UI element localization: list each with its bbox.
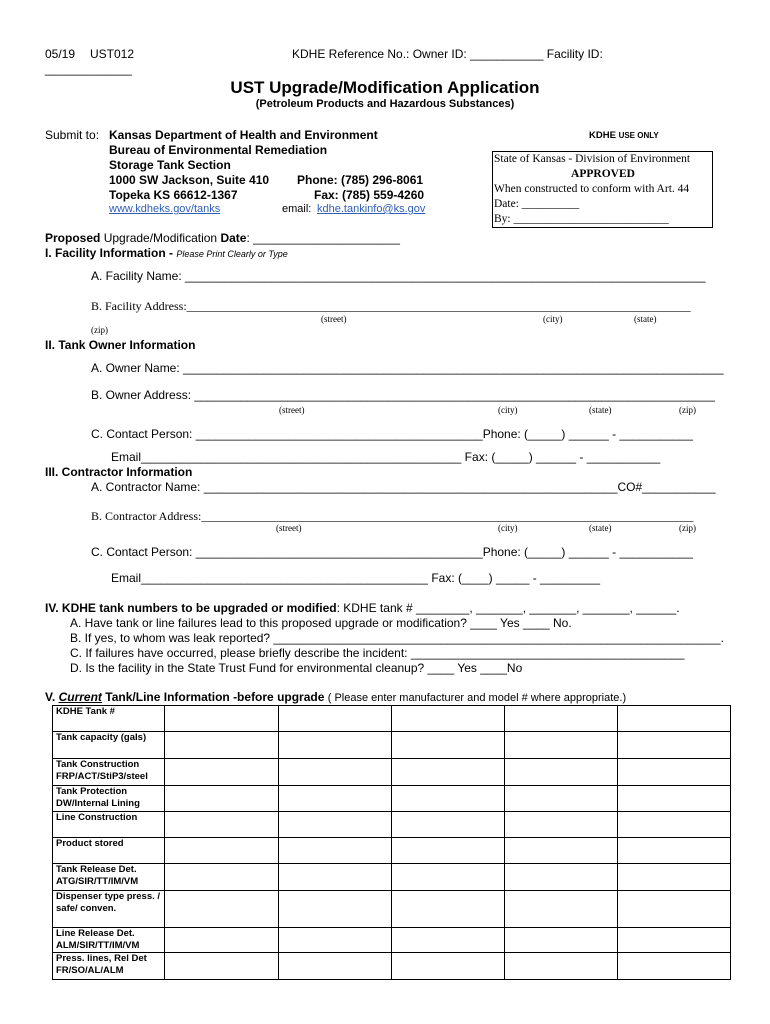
table-input-cell[interactable] — [505, 732, 618, 759]
table-input-cell[interactable] — [165, 864, 279, 891]
table-input-cell[interactable] — [165, 891, 279, 928]
section-3-title: III. Contractor Information — [45, 465, 193, 479]
table-input-cell[interactable] — [618, 786, 731, 812]
question-a[interactable]: A. Have tank or line failures lead to this proposed upgrade or modification? ____ Yes ____ No. — [70, 616, 572, 630]
table-input-cell[interactable] — [392, 928, 505, 953]
email-label: email: — [282, 203, 312, 215]
table-input-cell[interactable] — [392, 891, 505, 928]
table-input-cell[interactable] — [165, 812, 279, 838]
table-input-cell[interactable] — [392, 838, 505, 864]
proposed-date-line[interactable]: Proposed Upgrade/Modification Date: ______________________ — [45, 231, 400, 245]
org-line2: Bureau of Environmental Remediation — [109, 143, 328, 157]
org-city: Topeka KS 66612-1367 — [109, 188, 238, 202]
table-input-cell[interactable] — [165, 759, 279, 786]
table-input-cell[interactable] — [618, 706, 731, 732]
table-input-cell[interactable] — [618, 928, 731, 953]
section-2-title: II. Tank Owner Information — [45, 338, 196, 352]
table-input-cell[interactable] — [618, 953, 731, 980]
table-input-cell[interactable] — [392, 732, 505, 759]
tank-info-table — [52, 705, 731, 980]
contractor-city-hint: (city) — [498, 523, 518, 533]
section-1-title: I. Facility Information - Please Print Clearly or Type — [45, 246, 288, 260]
table-input-cell[interactable] — [279, 928, 392, 953]
row-label: Line Release Det. ALM/SIR/TT/IM/VM — [53, 928, 165, 953]
table-input-cell[interactable] — [279, 759, 392, 786]
table-input-cell[interactable] — [392, 953, 505, 980]
approval-date: Date: __________ — [494, 198, 580, 210]
table-input-cell[interactable] — [279, 732, 392, 759]
owner-city-hint: (city) — [498, 405, 518, 415]
table-input-cell[interactable] — [165, 732, 279, 759]
table-input-cell[interactable] — [505, 864, 618, 891]
table-input-cell[interactable] — [392, 786, 505, 812]
row-label: Line Construction — [53, 812, 165, 838]
table-row — [53, 759, 731, 786]
contractor-zip-hint: (zip) — [679, 523, 696, 533]
approval-by: By: ___________________________ — [494, 213, 669, 225]
table-input-cell[interactable] — [165, 928, 279, 953]
table-input-cell[interactable] — [505, 953, 618, 980]
table-input-cell[interactable] — [618, 812, 731, 838]
row-label: Product stored — [53, 838, 165, 864]
table-input-cell[interactable] — [165, 838, 279, 864]
org-fax: Fax: (785) 559-4260 — [314, 188, 425, 202]
table-row — [53, 732, 731, 759]
section-4-title: IV. KDHE tank numbers to be upgraded or modified: KDHE tank # ________, _______, _______, _______, ______. — [45, 601, 680, 615]
question-b[interactable]: B. If yes, to whom was leak reported? ___________________________________________________________________. — [70, 631, 724, 645]
table-input-cell[interactable] — [505, 706, 618, 732]
table-row — [53, 864, 731, 891]
website-link[interactable]: www.kdheks.gov/tanks — [109, 203, 221, 215]
table-input-cell[interactable] — [165, 953, 279, 980]
table-row — [53, 891, 731, 928]
row-label: Dispenser type press. / safe/ conven. — [53, 891, 165, 928]
facility-address-field[interactable]: B. Facility Address:____________________________________________________________________________________ — [91, 299, 691, 313]
table-input-cell[interactable] — [279, 891, 392, 928]
approval-status: APPROVED — [571, 168, 635, 180]
contractor-name-field[interactable]: A. Contractor Name: ______________________________________________________________CO#___________ — [91, 480, 716, 494]
table-row — [53, 812, 731, 838]
owner-email-field[interactable]: Email________________________________________________ Fax: (_____) ______ - ___________ — [111, 450, 661, 464]
owner-contact-field[interactable]: C. Contact Person: ___________________________________________Phone: (_____) ______ - ___________ — [91, 427, 693, 441]
table-input-cell[interactable] — [279, 953, 392, 980]
facility-city-hint: (city) — [543, 314, 563, 324]
row-label: Tank Protection DW/Internal Lining — [53, 786, 165, 812]
table-input-cell[interactable] — [165, 706, 279, 732]
owner-state-hint: (state) — [589, 405, 612, 415]
table-input-cell[interactable] — [279, 786, 392, 812]
table-input-cell[interactable] — [505, 928, 618, 953]
approval-box — [492, 151, 713, 228]
table-input-cell[interactable] — [505, 812, 618, 838]
table-input-cell[interactable] — [279, 838, 392, 864]
table-input-cell[interactable] — [279, 864, 392, 891]
owner-name-field[interactable]: A. Owner Name: _________________________________________________________________________________ — [91, 361, 724, 375]
table-row — [53, 928, 731, 953]
row-label: Press. lines, Rel Det FR/SO/AL/ALM — [53, 953, 165, 980]
owner-zip-hint: (zip) — [679, 405, 696, 415]
reference-line: KDHE Reference No.: Owner ID: ___________ Facility ID: — [292, 47, 603, 61]
table-row — [53, 953, 731, 980]
page-title: UST Upgrade/Modification Application — [230, 78, 540, 97]
table-row — [53, 786, 731, 812]
table-input-cell[interactable] — [279, 812, 392, 838]
table-row — [53, 838, 731, 864]
facility-state-hint: (state) — [634, 314, 657, 324]
reference-tail: _____________ — [45, 62, 132, 76]
approval-line3: When constructed to conform with Art. 44 — [494, 183, 690, 195]
form-code: UST012 — [90, 47, 135, 61]
table-input-cell[interactable] — [165, 786, 279, 812]
submit-label: Submit to: — [45, 128, 100, 142]
table-input-cell[interactable] — [618, 759, 731, 786]
owner-street-hint: (street) — [279, 405, 305, 415]
email-link[interactable]: kdhe.tankinfo@ks.gov — [317, 203, 426, 215]
table-row — [53, 706, 731, 732]
question-d[interactable]: D. Is the facility in the State Trust Fund for environmental cleanup? ____ Yes ____No — [70, 661, 523, 675]
table-input-cell[interactable] — [618, 838, 731, 864]
approval-line1: State of Kansas - Division of Environment — [494, 153, 691, 165]
org-line3: Storage Tank Section — [109, 158, 231, 172]
table-input-cell[interactable] — [505, 759, 618, 786]
facility-zip-hint: (zip) — [91, 325, 108, 335]
table-input-cell[interactable] — [392, 706, 505, 732]
contractor-email-field[interactable]: Email___________________________________________ Fax: (____) _____ - _________ — [111, 571, 601, 585]
table-input-cell[interactable] — [505, 891, 618, 928]
table-input-cell[interactable] — [618, 864, 731, 891]
table-input-cell[interactable] — [392, 864, 505, 891]
org-line1: Kansas Department of Health and Environment — [109, 128, 378, 142]
table-input-cell[interactable] — [279, 706, 392, 732]
row-label: Tank capacity (gals) — [53, 732, 165, 759]
table-input-cell[interactable] — [618, 891, 731, 928]
owner-address-field[interactable]: B. Owner Address: ______________________________________________________________________________ — [91, 388, 715, 402]
contractor-address-field[interactable]: B. Contractor Address:__________________________________________________________________________________ — [91, 509, 694, 523]
table-input-cell[interactable] — [618, 732, 731, 759]
contractor-state-hint: (state) — [589, 523, 612, 533]
form-date: 05/19 — [45, 47, 76, 61]
facility-street-hint: (street) — [321, 314, 347, 324]
row-label: Tank Construction FRP/ACT/StiP3/steel — [53, 759, 165, 786]
table-input-cell[interactable] — [392, 759, 505, 786]
contractor-contact-field[interactable]: C. Contact Person: ___________________________________________Phone: (_____) ______ - ___________ — [91, 545, 693, 559]
contractor-street-hint: (street) — [276, 523, 302, 533]
org-phone: Phone: (785) 296-8061 — [297, 173, 424, 187]
facility-name-field[interactable]: A. Facility Name: ______________________________________________________________________________ — [91, 269, 706, 283]
section-5-title: V. Current Tank/Line Information -before upgrade ( Please enter manufacturer and model # where appropriate.) — [45, 690, 627, 704]
kdhe-use-only-heading: KDHE USE ONLY — [589, 130, 659, 141]
question-c[interactable]: C. If failures have occurred, please briefly describe the incident: _________________________________________ — [70, 646, 685, 660]
row-label: Tank Release Det. ATG/SIR/TT/IM/VM — [53, 864, 165, 891]
table-input-cell[interactable] — [392, 812, 505, 838]
table-input-cell[interactable] — [505, 838, 618, 864]
page-subtitle: (Petroleum Products and Hazardous Substances) — [255, 98, 515, 110]
row-label: KDHE Tank # — [53, 706, 165, 732]
table-input-cell[interactable] — [505, 786, 618, 812]
org-street: 1000 SW Jackson, Suite 410 — [109, 173, 270, 187]
